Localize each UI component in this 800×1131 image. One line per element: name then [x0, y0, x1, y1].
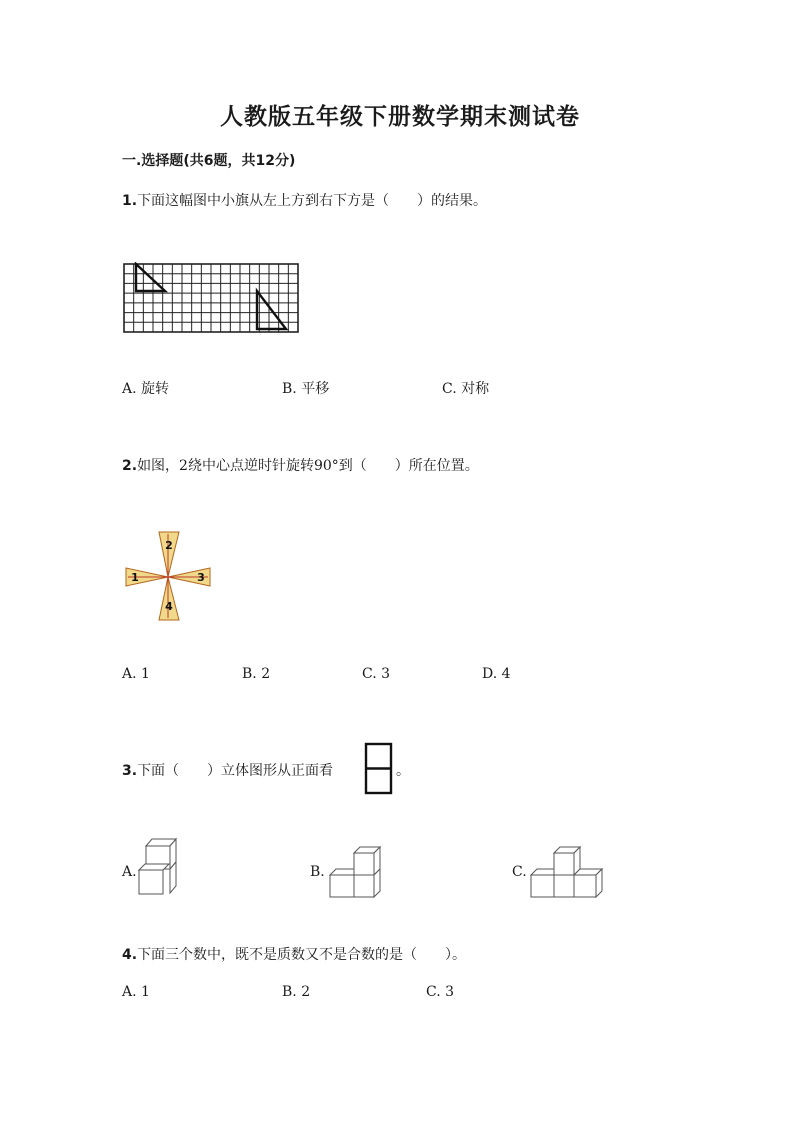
label-2: 2 [165, 539, 173, 552]
q3-option-b[interactable]: B. [310, 864, 325, 880]
question-number: 4. [122, 947, 138, 963]
question-4 [122, 944, 466, 964]
q3-option-c[interactable]: C. [512, 864, 527, 880]
question-3-end: 。 [396, 763, 410, 779]
q1-option-a[interactable]: A. 旋转 [122, 381, 170, 397]
question-number: 2. [122, 458, 138, 474]
label-3: 3 [197, 571, 205, 584]
q4-option-c[interactable]: C. 3 [426, 984, 455, 1000]
q1-option-b[interactable]: B. 平移 [282, 381, 330, 397]
cube-figure-c [528, 846, 604, 898]
grid-flag-figure [120, 262, 302, 336]
page-title: 人教版五年级下册数学期末测试卷 [220, 104, 580, 130]
front-view-figure [364, 742, 394, 796]
q1-option-c[interactable]: C. 对称 [442, 381, 490, 397]
question-text: 下面三个数中，既不是质数又不是合数的是（ ）。 [137, 947, 467, 963]
q2-option-c[interactable]: C. 3 [362, 666, 391, 682]
question-text: 如图，2绕中心点逆时针旋转90°到（ ）所在位置。 [137, 458, 479, 474]
cube-figure-b [326, 846, 384, 898]
cube-figure-a [136, 836, 182, 898]
q3-option-a[interactable]: A. [122, 864, 137, 880]
q2-option-b[interactable]: B. 2 [242, 666, 271, 682]
question-text: 下面（ ）立体图形从正面看 [137, 763, 334, 779]
section-heading: 一.选择题(共6题，共12分) [122, 153, 296, 169]
question-3 [122, 760, 333, 780]
question-number: 3. [122, 763, 138, 779]
flag-top-left [136, 264, 165, 291]
q4-option-a[interactable]: A. 1 [122, 984, 150, 1000]
question-1 [122, 190, 487, 210]
question-2 [122, 455, 479, 475]
petal-4 [159, 577, 179, 620]
pinwheel-figure [122, 530, 214, 622]
question-number: 1. [122, 193, 138, 209]
flag-bottom-right [257, 291, 286, 329]
label-4: 4 [165, 600, 173, 613]
label-1: 1 [131, 571, 139, 584]
question-text: 下面这幅图中小旗从左上方到右下方是（ ）的结果。 [137, 193, 488, 209]
q2-option-a[interactable]: A. 1 [122, 666, 150, 682]
q4-option-b[interactable]: B. 2 [282, 984, 311, 1000]
q2-option-d[interactable]: D. 4 [482, 666, 511, 682]
